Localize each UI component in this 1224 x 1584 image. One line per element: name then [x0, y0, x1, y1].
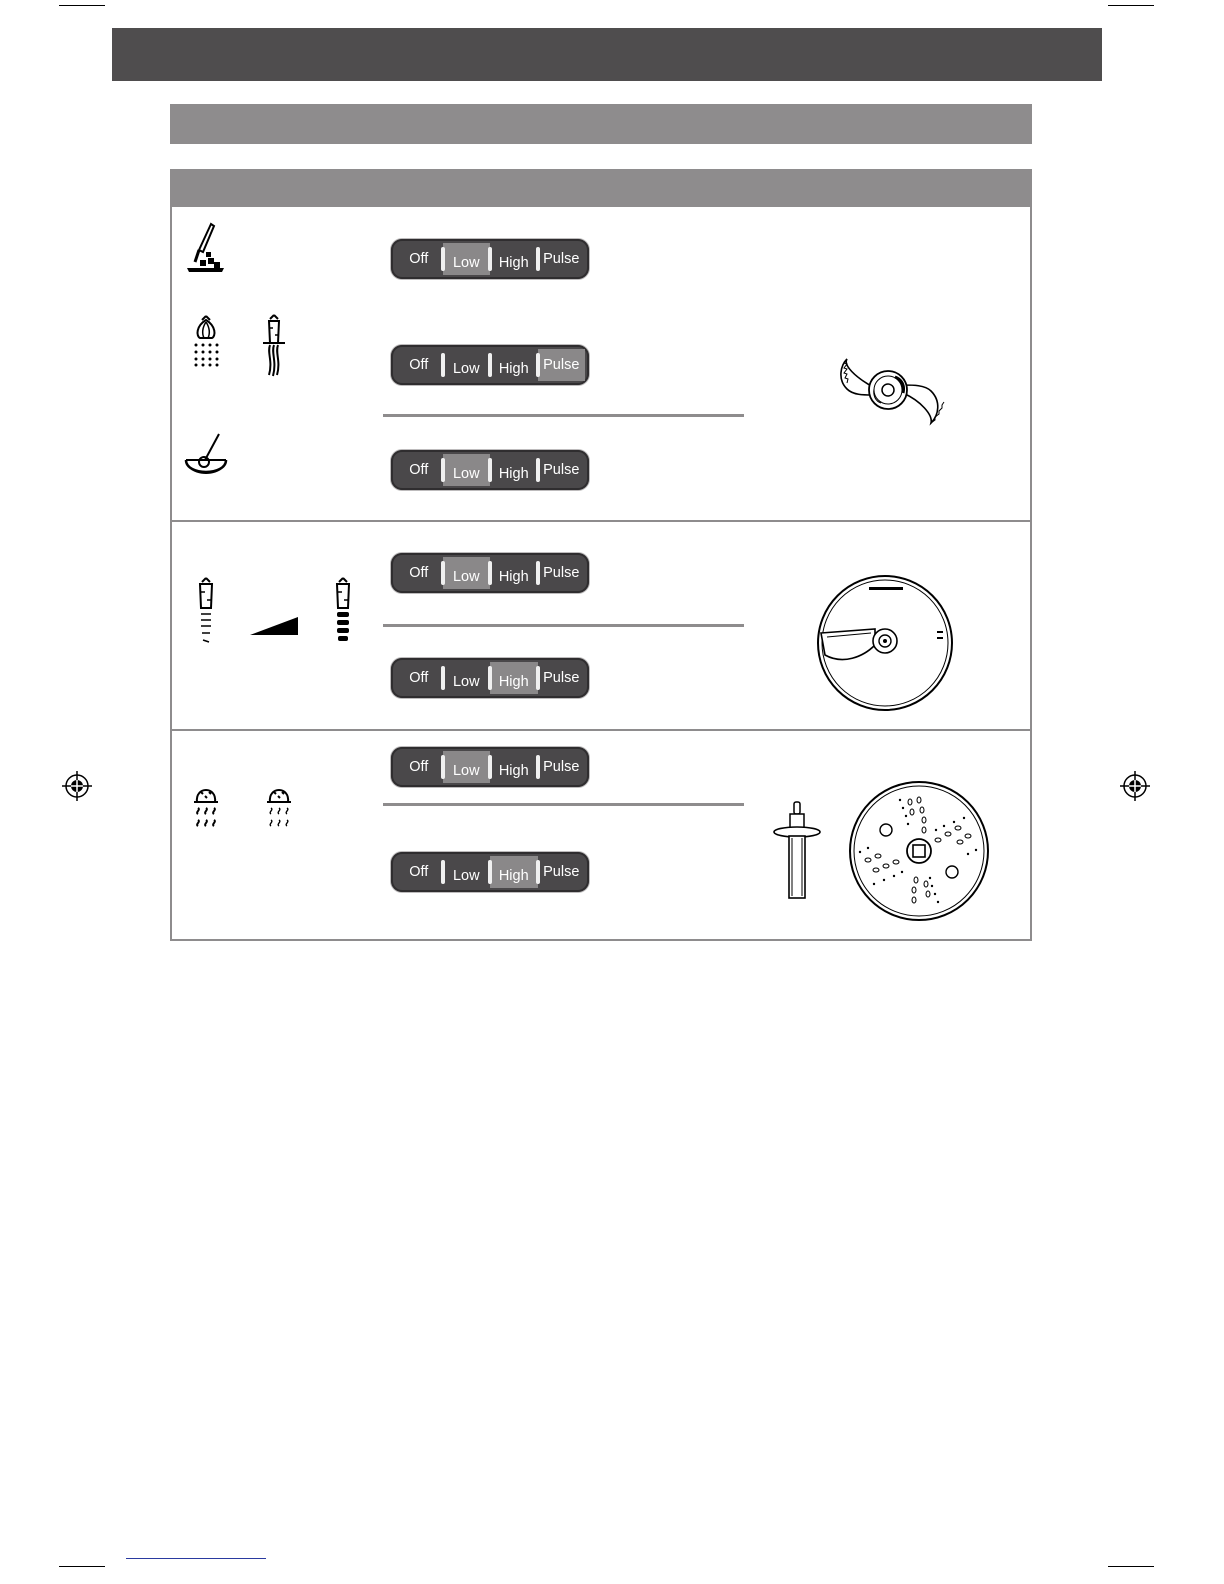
speed-pulse-label: Pulse: [543, 864, 580, 880]
row-divider: [170, 520, 1032, 522]
speed-low-button[interactable]: [443, 662, 491, 694]
multipurpose-blade-icon: [835, 355, 945, 427]
row-separator: [383, 624, 744, 627]
speed-pulse-label: Pulse: [543, 670, 580, 686]
speed-low-label: Low: [452, 361, 480, 377]
speed-off-label: Off: [409, 864, 429, 880]
speed-pulse-label: Pulse: [543, 251, 580, 267]
speed-low-button[interactable]: [443, 751, 491, 783]
speed-control-panel: [391, 450, 589, 490]
speed-off-button[interactable]: [395, 557, 443, 589]
speed-pulse-button[interactable]: [538, 557, 586, 589]
crop-mark: [59, 5, 105, 6]
speed-high-button[interactable]: [490, 349, 538, 381]
julienne-carrot-icon: [261, 313, 287, 379]
speed-low-button[interactable]: [443, 454, 491, 486]
speed-control-panel: [391, 658, 589, 698]
speed-off-label: Off: [409, 670, 429, 686]
speed-pulse-button[interactable]: [538, 349, 586, 381]
speed-high-button[interactable]: [490, 856, 538, 888]
speed-low-button[interactable]: [443, 349, 491, 381]
slicing-disc-icon: [813, 573, 959, 715]
thin-slice-carrot-icon: [193, 576, 219, 646]
thick-slice-carrot-icon: [330, 576, 356, 646]
crop-mark: [59, 1566, 105, 1567]
speed-pulse-button[interactable]: [538, 751, 586, 783]
speed-low-label: Low: [452, 674, 480, 690]
speed-control-panel: [391, 747, 589, 787]
section-header-bar: [170, 104, 1032, 144]
speed-pulse-button[interactable]: [538, 662, 586, 694]
speed-pulse-label: Pulse: [543, 759, 580, 775]
speed-pulse-label: Pulse: [543, 462, 580, 478]
row-separator: [383, 414, 744, 417]
speed-high-label: High: [498, 868, 529, 884]
speed-off-button[interactable]: [395, 751, 443, 783]
speed-off-label: Off: [409, 357, 429, 373]
medium-shred-icon: [264, 780, 294, 832]
chop-icon: [184, 222, 228, 274]
speed-control-panel: [391, 345, 589, 385]
row-divider: [170, 729, 1032, 731]
speed-off-button[interactable]: [395, 349, 443, 381]
speed-off-label: Off: [409, 565, 429, 581]
speed-low-button[interactable]: [443, 243, 491, 275]
speed-control-panel: [391, 852, 589, 892]
registration-mark-icon: [62, 771, 92, 801]
page-header-bar: [112, 28, 1102, 81]
speed-high-label: High: [498, 466, 529, 482]
speed-off-button[interactable]: [395, 856, 443, 888]
adapter-stem-icon: [772, 800, 822, 902]
speed-control-panel: [391, 553, 589, 593]
speed-low-label: Low: [452, 763, 480, 779]
crop-mark: [1108, 5, 1154, 6]
speed-low-label: Low: [452, 466, 480, 482]
speed-off-button[interactable]: [395, 662, 443, 694]
speed-off-label: Off: [409, 462, 429, 478]
speed-high-button[interactable]: [490, 243, 538, 275]
mix-bowl-icon: [183, 432, 229, 484]
registration-mark-icon: [1120, 771, 1150, 801]
speed-high-label: High: [498, 361, 529, 377]
speed-off-button[interactable]: [395, 243, 443, 275]
speed-low-label: Low: [452, 569, 480, 585]
speed-control-panel: [391, 239, 589, 279]
speed-off-button[interactable]: [395, 454, 443, 486]
speed-pulse-label: Pulse: [543, 565, 580, 581]
table-header-bar: [170, 169, 1032, 207]
thickness-wedge-icon: [250, 617, 300, 635]
speed-pulse-button[interactable]: [538, 856, 586, 888]
speed-pulse-label: Pulse: [543, 357, 580, 373]
speed-pulse-button[interactable]: [538, 454, 586, 486]
speed-off-label: Off: [409, 759, 429, 775]
footer-link-line: [126, 1558, 266, 1559]
mince-onion-icon: [191, 314, 221, 368]
speed-high-label: High: [498, 763, 529, 779]
speed-high-label: High: [498, 674, 529, 690]
shredding-disc-icon: [848, 780, 990, 922]
speed-low-button[interactable]: [443, 856, 491, 888]
speed-high-button[interactable]: [490, 751, 538, 783]
speed-low-button[interactable]: [443, 557, 491, 589]
speed-high-button[interactable]: [490, 454, 538, 486]
speed-low-label: Low: [452, 255, 480, 271]
fine-shred-icon: [191, 780, 221, 832]
speed-high-button[interactable]: [490, 662, 538, 694]
speed-high-button[interactable]: [490, 557, 538, 589]
crop-mark: [1108, 1566, 1154, 1567]
speed-high-label: High: [498, 255, 529, 271]
speed-pulse-button[interactable]: [538, 243, 586, 275]
speed-off-label: Off: [409, 251, 429, 267]
row-separator: [383, 803, 744, 806]
speed-high-label: High: [498, 569, 529, 585]
speed-low-label: Low: [452, 868, 480, 884]
